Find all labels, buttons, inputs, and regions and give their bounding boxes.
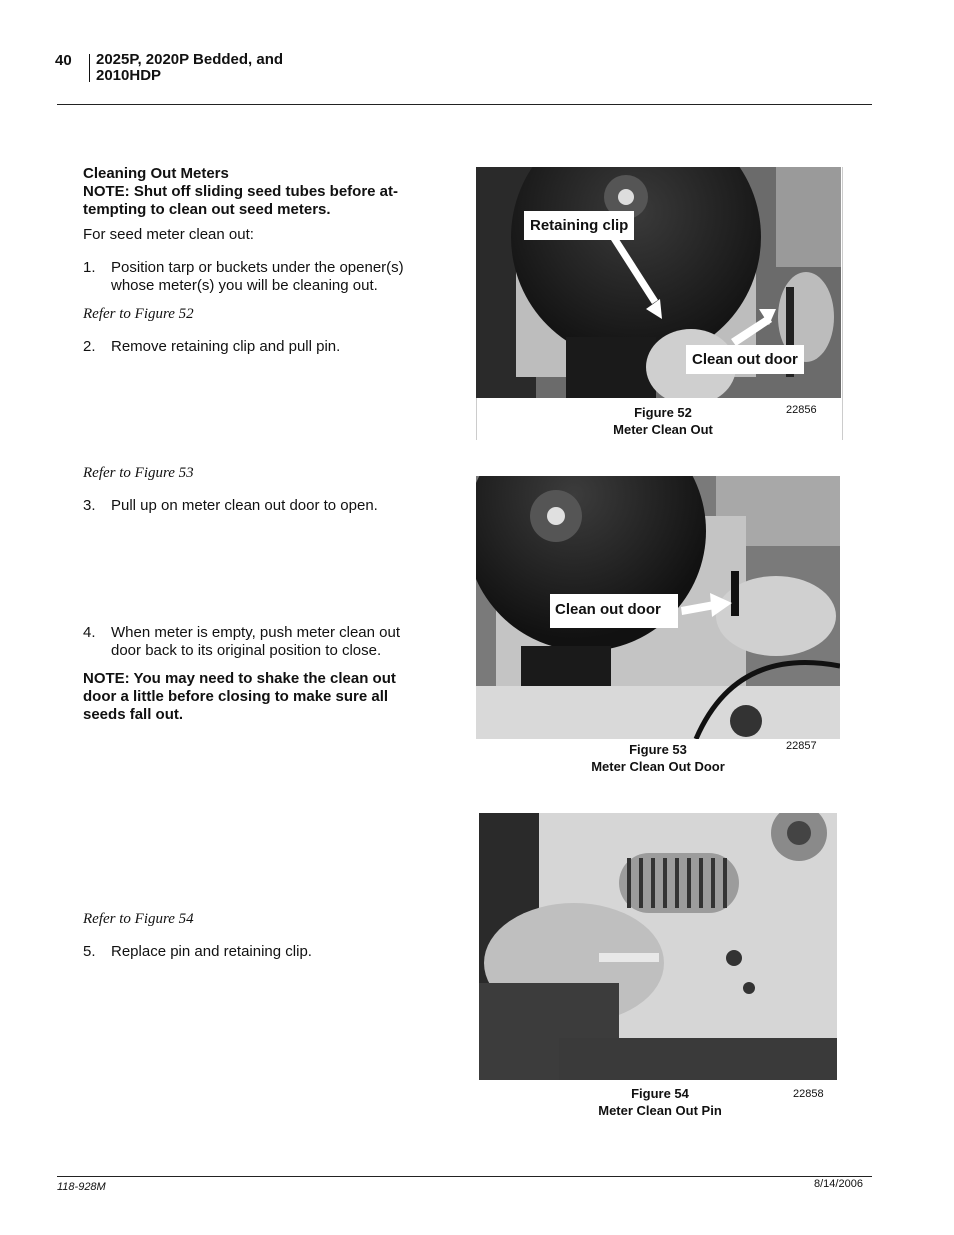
figure-53-number: 22857 [786, 740, 817, 752]
header-divider [89, 54, 90, 82]
step-4: 4. When meter is empty, push meter clean out door back to its original position to close. [83, 624, 401, 659]
step-5: 5. Replace pin and retaining clip. [83, 943, 312, 960]
note-shake: NOTE: You may need to shake the clean out door a little before closing to make sure all seeds fall out. [83, 670, 396, 723]
page-number: 40 [55, 52, 72, 69]
ref-figure-54: Refer to Figure 54 [83, 911, 194, 927]
callout-retaining-clip: Retaining clip [524, 211, 634, 240]
step-2: 2. Remove retaining clip and pull pin. [83, 338, 341, 355]
step-3: 3. Pull up on meter clean out door to open. [83, 497, 378, 514]
step-1: 1. Position tarp or buckets under the opener(s) whose meter(s) you will be cleaning out. [83, 259, 404, 294]
figure-54-photo [479, 813, 837, 1080]
document-date: 8/14/2006 [814, 1178, 863, 1190]
document-number: 118-928M [57, 1181, 106, 1193]
section-title: Cleaning Out Meters [83, 165, 229, 182]
figure-54-caption: Figure 54 Meter Clean Out Pin [598, 1086, 722, 1118]
callout-clean-out-door-53: Clean out door [550, 594, 678, 628]
header-rule [57, 104, 872, 105]
document-title [96, 52, 356, 84]
figure-53-caption: Figure 53 Meter Clean Out Door [591, 742, 725, 774]
figure-54-number: 22858 [793, 1088, 824, 1100]
figure-52-caption: Figure 52 Meter Clean Out [613, 405, 713, 437]
ref-figure-52: Refer to Figure 52 [83, 306, 194, 322]
title-line-2: 2010HDP [96, 67, 162, 84]
callout-clean-out-door-52: Clean out door [686, 345, 804, 374]
pin-photo-illustration [479, 813, 837, 1080]
title-line-1: 2025P, 2020P Bedded, and [96, 51, 284, 68]
figure-52-number: 22856 [786, 404, 817, 416]
footer-rule [57, 1176, 872, 1177]
note-shut-off: NOTE: Shut off sliding seed tubes before at- tempting to clean out seed meters. [83, 183, 399, 218]
intro-text: For seed meter clean out: [83, 226, 254, 243]
spring-illustration [619, 853, 739, 913]
ref-figure-53: Refer to Figure 53 [83, 465, 194, 481]
